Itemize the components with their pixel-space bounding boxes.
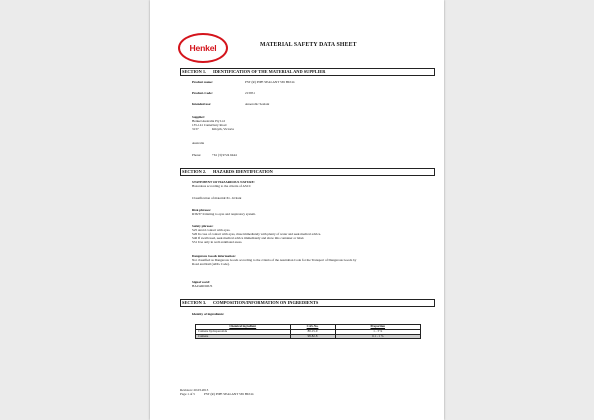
safety-line: S46 If swallowed, seek medical advice immediately and show this container or label. — [192, 236, 305, 240]
product-name-value: PST (R) PIPE SEALANT 565 BULK — [245, 80, 295, 84]
cas-cell: 80-15-9 — [290, 329, 335, 334]
risk-heading: Risk phrases: — [192, 208, 212, 212]
safety-line: S51 Use only in well-ventilated areas. — [192, 240, 243, 244]
section-3-header — [180, 299, 435, 307]
document-title: MATERIAL SAFETY DATA SHEET — [260, 42, 357, 48]
column-header-proportion: Proportion — [335, 325, 421, 330]
safety-line: S25 Avoid contact with eyes. — [192, 228, 231, 232]
supplier-line-2: 135-141 Canterbury Road — [192, 123, 227, 127]
footer-revision: Revision: 20.03.2013 — [180, 388, 209, 392]
column-header-cas: CAS-No. — [290, 325, 335, 330]
product-name-label: Product name: — [192, 80, 213, 84]
table-row — [196, 334, 421, 339]
safety-line: S26 In case of contact with eyes, rinse immediately with plenty of water and seek medical advice. — [192, 232, 322, 236]
section-1-number: SECTION 1. — [182, 69, 207, 74]
product-code-label: Product-Code: — [192, 91, 213, 95]
supplier-country: Australia — [192, 141, 205, 145]
supplier-postcode: 3137 — [192, 127, 199, 131]
section-2-header — [180, 168, 435, 176]
section-3-title: COMPOSITION/INFORMATION ON INGREDIENTS — [213, 300, 319, 305]
document-page — [150, 0, 444, 420]
ingredient-cell: Cumene — [196, 334, 291, 339]
safety-heading: Safety phrases: — [192, 224, 214, 228]
ingredients-table — [195, 324, 421, 339]
phone-value: +61 (3) 9724 6444 — [212, 153, 237, 157]
section-2-title: HAZARDS IDENTIFICATION — [213, 169, 273, 174]
intended-use-value: Anaerobic Sealant — [245, 102, 270, 106]
risk-text: R36/37 Irritating to eyes and respiratory system. — [192, 212, 256, 216]
ingredient-cell: Cumene hydroperoxide — [196, 329, 291, 334]
identity-heading: Identity of ingredients: — [192, 312, 225, 316]
section-3-number: SECTION 3. — [182, 300, 207, 305]
footer-page-number: Page 1 of 5 — [180, 392, 195, 396]
supplier-label: Supplier: — [192, 115, 206, 119]
footer-product: PST (R) PIPE SEALANT 565 BULK — [204, 392, 254, 396]
statement-text: Hazardous according to the criteria of ASCC — [192, 184, 252, 188]
supplier-line-1: Henkel Australia Pty Ltd — [192, 119, 225, 123]
dangerous-goods-heading: Dangerous Goods information: — [192, 254, 236, 258]
supplier-city: Kilsyth, Victoria — [212, 127, 234, 131]
logo-text: Henkel — [189, 43, 217, 53]
section-2-number: SECTION 2. — [182, 169, 207, 174]
phone-label: Phone: — [192, 153, 202, 157]
column-header-ingredient: Chemical ingredient — [196, 325, 291, 330]
proportion-cell: 0.1 - 1 % — [335, 334, 421, 339]
signal-word-text: HAZARDOUS — [192, 284, 213, 288]
section-1-title: IDENTIFICATION OF THE MATERIAL AND SUPPLIER — [213, 69, 326, 74]
signal-word-heading: Signal word: — [192, 280, 211, 284]
classification-text: Classification of material:Xi - Irritant — [192, 196, 242, 200]
section-1-header — [180, 68, 435, 76]
intended-use-label: Intended use: — [192, 102, 212, 106]
dangerous-goods-line: Road and Rail (ADG Code). — [192, 262, 230, 266]
dangerous-goods-line: Not classified as Dangerous Goods according to the criteria of the Australian Code for the Transport of Dangerous Goods by — [192, 258, 357, 262]
product-code-value: 213951 — [245, 91, 255, 95]
proportion-cell: 1 - 3 % — [335, 329, 421, 334]
cas-cell: 98-82-8 — [290, 334, 335, 339]
henkel-logo — [178, 33, 228, 63]
statement-heading: STATEMENT OF HAZARDOUS NATURE: — [192, 180, 255, 184]
